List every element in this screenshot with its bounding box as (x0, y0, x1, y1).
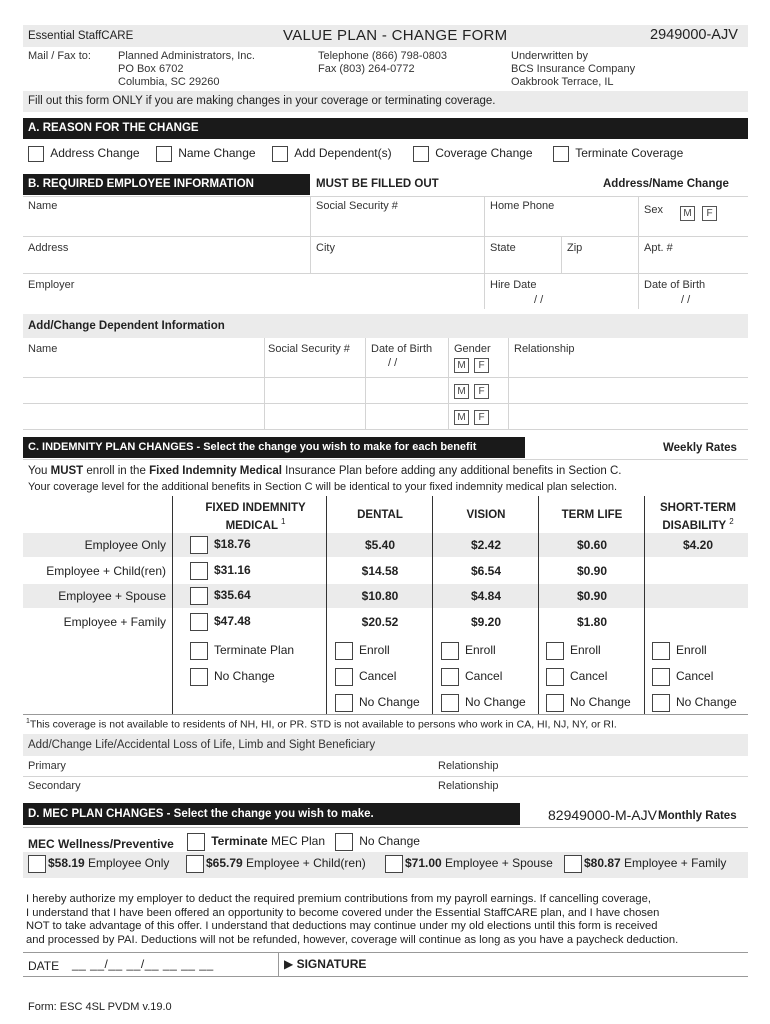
dependent-title: Add/Change Dependent Information (28, 320, 225, 332)
dental-rate-3: $10.80 (361, 589, 399, 603)
instruction-text: Fill out this form ONLY if you are making changes in your coverage or terminating coverage. (28, 95, 496, 107)
mail-label: Mail / Fax to: (28, 50, 91, 62)
mec-employee-spouse-option[interactable]: $71.00 Employee + Spouse (385, 855, 553, 873)
section-a-header (23, 118, 748, 139)
mec-wellness-label: MEC Wellness/Preventive (28, 837, 174, 851)
life-enroll-checkbox[interactable] (546, 642, 564, 660)
employer-field[interactable]: Employer (28, 279, 75, 291)
fixed-terminate-option[interactable]: Terminate Plan (190, 642, 294, 660)
dependent-dob-slashes: / / (388, 357, 398, 369)
dob-field[interactable]: Date of Birth (644, 279, 706, 291)
fixed-no-change-option[interactable]: No Change (190, 668, 275, 686)
beneficiary-secondary-field[interactable]: Secondary (28, 780, 81, 792)
dental-cancel-option[interactable]: Cancel (335, 668, 396, 686)
dental-rate-2: $14.58 (361, 564, 399, 578)
section-b-header (23, 174, 310, 195)
apt-field[interactable]: Apt. # (644, 242, 673, 254)
dependent-relationship-header: Relationship (514, 343, 575, 355)
add-dependents-checkbox[interactable] (272, 146, 288, 162)
std-enroll-checkbox[interactable] (652, 642, 670, 660)
section-c-note-1: You MUST enroll in the Fixed Indemnity Medical Insurance Plan before adding any additional benefits in Section C. (28, 465, 622, 477)
life-enroll-option[interactable]: Enroll (546, 642, 601, 660)
admin-line-3: Columbia, SC 29260 (118, 76, 220, 88)
reason-coverage-change[interactable] (413, 146, 533, 162)
mec-employee-family-option[interactable]: $80.87 Employee + Family (564, 855, 726, 873)
fixed-terminate-checkbox[interactable] (190, 642, 208, 660)
row-employee-family-label: Employee + Family (63, 615, 166, 629)
weekly-rates-label: Weekly Rates (663, 442, 737, 454)
section-a-title: A. REASON FOR THE CHANGE (28, 122, 199, 134)
col-vision: VISION (466, 509, 506, 521)
beneficiary-secondary-relationship[interactable]: Relationship (438, 780, 499, 792)
city-field[interactable]: City (316, 242, 335, 254)
vision-cancel-checkbox[interactable] (441, 668, 459, 686)
underwriter-line-1: Underwritten by (511, 50, 589, 62)
mec-employee-only-option[interactable]: $58.19 Employee Only (28, 855, 169, 873)
dep1-male-box[interactable]: M (454, 358, 469, 373)
admin-line-1: Planned Administrators, Inc. (118, 50, 255, 62)
dependent-ssn-header: Social Security # (268, 343, 350, 355)
reason-address-change[interactable] (28, 146, 140, 162)
dental-no-change-checkbox[interactable] (335, 694, 353, 712)
fixed-no-change-checkbox[interactable] (190, 668, 208, 686)
dental-enroll-checkbox[interactable] (335, 642, 353, 660)
underwriter-line-2: BCS Insurance Company (511, 63, 636, 75)
date-field[interactable]: __ __/__ __/__ __ __ __ (72, 957, 214, 971)
vision-enroll-checkbox[interactable] (441, 642, 459, 660)
state-field[interactable]: State (490, 242, 516, 254)
sex-male-box[interactable]: M (680, 206, 695, 221)
employee-ssn-field[interactable]: Social Security # (316, 200, 398, 212)
terminate-coverage-checkbox[interactable] (553, 146, 569, 162)
beneficiary-primary-field[interactable]: Primary (28, 760, 66, 772)
fixed-employee-family-option[interactable]: $47.48 (190, 613, 251, 631)
std-no-change-checkbox[interactable] (652, 694, 670, 712)
fixed-employee-only-option[interactable]: $18.76 (190, 536, 251, 554)
vision-no-change-checkbox[interactable] (441, 694, 459, 712)
life-rate-1: $0.60 (576, 538, 608, 552)
employee-name-field[interactable]: Name (28, 200, 58, 212)
signature-field[interactable]: ▶ SIGNATURE (284, 957, 367, 971)
hire-date-slashes: / / (534, 294, 544, 306)
fixed-employee-child-option[interactable]: $31.16 (190, 562, 251, 580)
mec-terminate-checkbox[interactable] (187, 833, 205, 851)
fixed-employee-spouse-option[interactable]: $35.64 (190, 587, 251, 605)
brand-name: Essential StaffCARE (28, 30, 134, 42)
mec-no-change-option[interactable]: No Change (335, 833, 420, 851)
life-rate-2: $0.90 (576, 564, 608, 578)
dep2-female-box[interactable]: F (474, 384, 489, 399)
add-dependents-label: Add Dependent(s) (294, 146, 392, 161)
col-fixed-indemnity: FIXED INDEMNITY MEDICAL $^1$ (205, 502, 306, 532)
col-short-term-disability: SHORT-TERM DISABILITY $^2$ (659, 502, 737, 532)
fixed-employee-child-checkbox[interactable] (190, 562, 208, 580)
dental-enroll-option[interactable]: Enroll (335, 642, 390, 660)
dep3-female-box[interactable]: F (474, 410, 489, 425)
life-cancel-checkbox[interactable] (546, 668, 564, 686)
zip-field[interactable]: Zip (567, 242, 583, 254)
life-no-change-option[interactable]: No Change (546, 694, 631, 712)
form-code: 2949000-AJV (650, 27, 738, 43)
col-dental: DENTAL (357, 509, 403, 521)
terminate-coverage-label: Terminate Coverage (575, 146, 684, 161)
reason-terminate-coverage[interactable] (553, 146, 683, 162)
must-fill-label: MUST BE FILLED OUT (316, 178, 439, 190)
dep3-male-box[interactable]: M (454, 410, 469, 425)
dental-rate-4: $20.52 (361, 615, 399, 629)
std-enroll-option[interactable]: Enroll (652, 642, 707, 660)
vision-cancel-option[interactable]: Cancel (441, 668, 502, 686)
row-employee-spouse-label: Employee + Spouse (58, 589, 166, 603)
vision-no-change-option[interactable]: No Change (441, 694, 526, 712)
std-cancel-option[interactable]: Cancel (652, 668, 713, 686)
life-no-change-checkbox[interactable] (546, 694, 564, 712)
home-phone-field[interactable]: Home Phone (490, 200, 555, 212)
dental-cancel-checkbox[interactable] (335, 668, 353, 686)
authorization-text: I hereby authorize my employer to deduct the required premium contributions from my payroll earnings. If cancelling coverage, I understand that I have been offered an opportunity to become covered under the Essential StaffCARE plan, and I have chosen NOT to take advantage of this offer. I understand that deductions may continue under my old elections until this form is received and processed by PAI. Deductions will not be refunded, however, coverage will continue as long as you have a paycheck deduction. (26, 893, 679, 946)
mec-plan-code: 82949000-M-AJV (548, 807, 657, 823)
fixed-employee-spouse-checkbox[interactable] (190, 587, 208, 605)
std-rate-1: $4.20 (682, 538, 714, 552)
sex-female-box[interactable]: F (702, 206, 717, 221)
address-field[interactable]: Address (28, 242, 69, 254)
address-name-change-label: Address/Name Change (603, 178, 729, 190)
name-change-checkbox[interactable] (156, 146, 172, 162)
section-c-header (23, 437, 525, 458)
vision-rate-4: $9.20 (470, 615, 502, 629)
section-d-header (23, 803, 520, 825)
name-change-label: Name Change (178, 146, 256, 161)
fax-number: Fax (803) 264-0772 (318, 63, 415, 75)
coverage-change-label: Coverage Change (435, 146, 533, 161)
vision-enroll-option[interactable]: Enroll (441, 642, 496, 660)
reason-add-dependents[interactable] (272, 146, 392, 162)
section-c-note-2: Your coverage level for the additional benefits in Section C will be identical to your fixed indemnity medical plan selection. (28, 481, 618, 493)
beneficiary-primary-relationship[interactable]: Relationship (438, 760, 499, 772)
vision-rate-3: $4.84 (470, 589, 502, 603)
dependent-dob-header: Date of Birth (371, 343, 433, 355)
std-cancel-checkbox[interactable] (652, 668, 670, 686)
dep1-female-box[interactable]: F (474, 358, 489, 373)
life-rate-4: $1.80 (576, 615, 608, 629)
form-version: Form: ESC 4SL PVDM v.19.0 (28, 1001, 172, 1013)
section-c-footnote: $^1$This coverage is not available to residents of NH, HI, or PR. STD is not available to persons who work in CA, HI, NJ, NY, or RI. (26, 718, 617, 731)
coverage-change-checkbox[interactable] (413, 146, 429, 162)
mec-employee-only-checkbox[interactable] (28, 855, 46, 873)
section-b-title: B. REQUIRED EMPLOYEE INFORMATION (28, 178, 254, 190)
life-cancel-option[interactable]: Cancel (546, 668, 607, 686)
monthly-rates-label: Monthly Rates (658, 810, 737, 822)
mec-employee-child-checkbox[interactable] (186, 855, 204, 873)
vision-rate-1: $2.42 (470, 538, 502, 552)
section-c-title: C. INDEMNITY PLAN CHANGES - Select the change you wish to make for each benefit (28, 441, 477, 453)
underwriter-line-3: Oakbrook Terrace, IL (511, 76, 614, 88)
reason-name-change[interactable] (156, 146, 256, 162)
date-label: DATE (28, 959, 60, 973)
dental-rate-1: $5.40 (364, 538, 396, 552)
mec-employee-spouse-checkbox[interactable] (385, 855, 403, 873)
fixed-employee-family-checkbox[interactable] (190, 613, 208, 631)
form-title: VALUE PLAN - CHANGE FORM (283, 27, 508, 44)
dob-slashes: / / (681, 294, 691, 306)
mec-no-change-checkbox[interactable] (335, 833, 353, 851)
dental-no-change-option[interactable]: No Change (335, 694, 420, 712)
col-term-life: TERM LIFE (561, 509, 623, 521)
dep2-male-box[interactable]: M (454, 384, 469, 399)
std-no-change-option[interactable]: No Change (652, 694, 737, 712)
hire-date-field[interactable]: Hire Date (490, 279, 537, 291)
address-change-label: Address Change (50, 146, 140, 161)
dependent-gender-header: Gender (454, 343, 491, 355)
mec-terminate-option[interactable]: Terminate MEC Plan (187, 833, 325, 851)
section-d-title: D. MEC PLAN CHANGES - Select the change you wish to make. (28, 808, 374, 820)
fixed-employee-only-checkbox[interactable] (190, 536, 208, 554)
address-change-checkbox[interactable] (28, 146, 44, 162)
mec-employee-child-option[interactable]: $65.79 Employee + Child(ren) (186, 855, 366, 873)
life-rate-3: $0.90 (576, 589, 608, 603)
dependent-name-header: Name (28, 343, 58, 355)
phone-number: Telephone (866) 798-0803 (318, 50, 448, 62)
beneficiary-title: Add/Change Life/Accidental Loss of Life, Limb and Sight Beneficiary (28, 739, 376, 751)
admin-line-2: PO Box 6702 (118, 63, 184, 75)
sex-label: Sex (644, 204, 663, 216)
signature-arrow-icon: ▶ (284, 957, 294, 971)
row-employee-child-label: Employee + Child(ren) (46, 564, 166, 578)
vision-rate-2: $6.54 (470, 564, 502, 578)
mec-employee-family-checkbox[interactable] (564, 855, 582, 873)
row-employee-only-label: Employee Only (84, 538, 166, 552)
